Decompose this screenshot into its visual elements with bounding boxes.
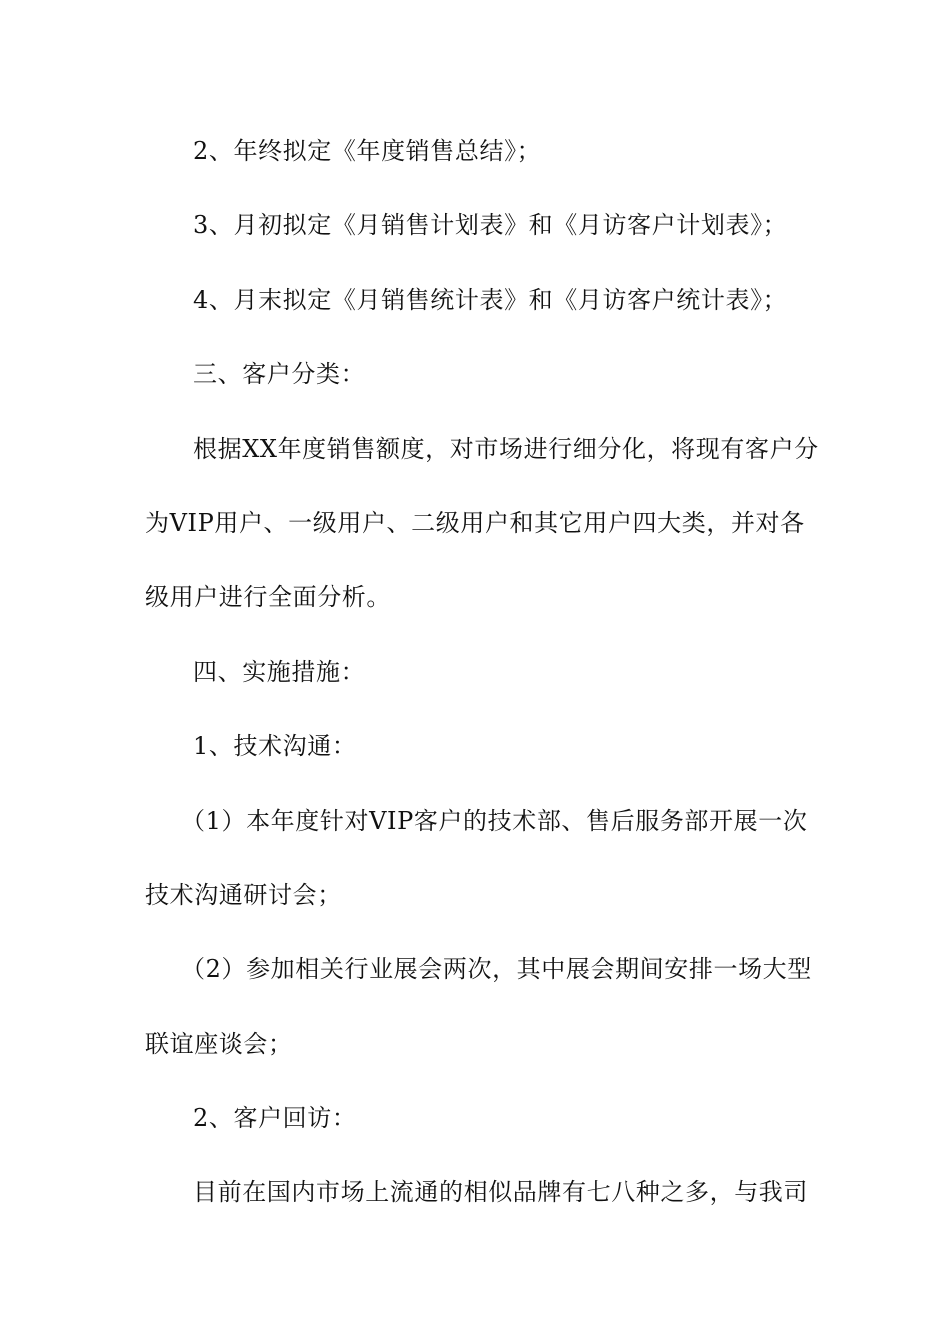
list-item-line: （2）参加相关行业展会两次，其中展会期间安排一场大型 [181, 955, 812, 984]
list-item-line: 联谊座谈会； [145, 1029, 293, 1058]
paragraph-line: 2、年终拟定《年度销售总结》； [193, 137, 542, 165]
document-body [145, 126, 819, 1242]
paragraph-line: 级用户进行全面分析。 [145, 583, 391, 612]
paragraph-line: 目前在国内市场上流通的相似品牌有七八种之多，与我司 [193, 1178, 808, 1207]
section-heading: 四、实施措施： [193, 657, 366, 686]
list-item-line: （1）本年度针对VIP客户的技术部、售后服务部开展一次 [181, 806, 808, 835]
subsection-heading: 1、技术沟通： [193, 732, 357, 761]
list-item-line: 技术沟通研讨会； [145, 880, 342, 909]
paragraph-line: 3、月初拟定《月销售计划表》和《月访客户计划表》； [193, 211, 788, 240]
paragraph-line: 根据XX年度销售额度，对市场进行细分化，将现有客户分 [193, 434, 819, 463]
paragraph-line: 为VIP用户、一级用户、二级用户和其它用户四大类，并对各 [145, 508, 805, 537]
subsection-heading: 2、客户回访： [193, 1104, 357, 1133]
paragraph-line: 4、月末拟定《月销售统计表》和《月访客户统计表》； [193, 285, 788, 314]
section-heading: 三、客户分类： [193, 360, 366, 389]
